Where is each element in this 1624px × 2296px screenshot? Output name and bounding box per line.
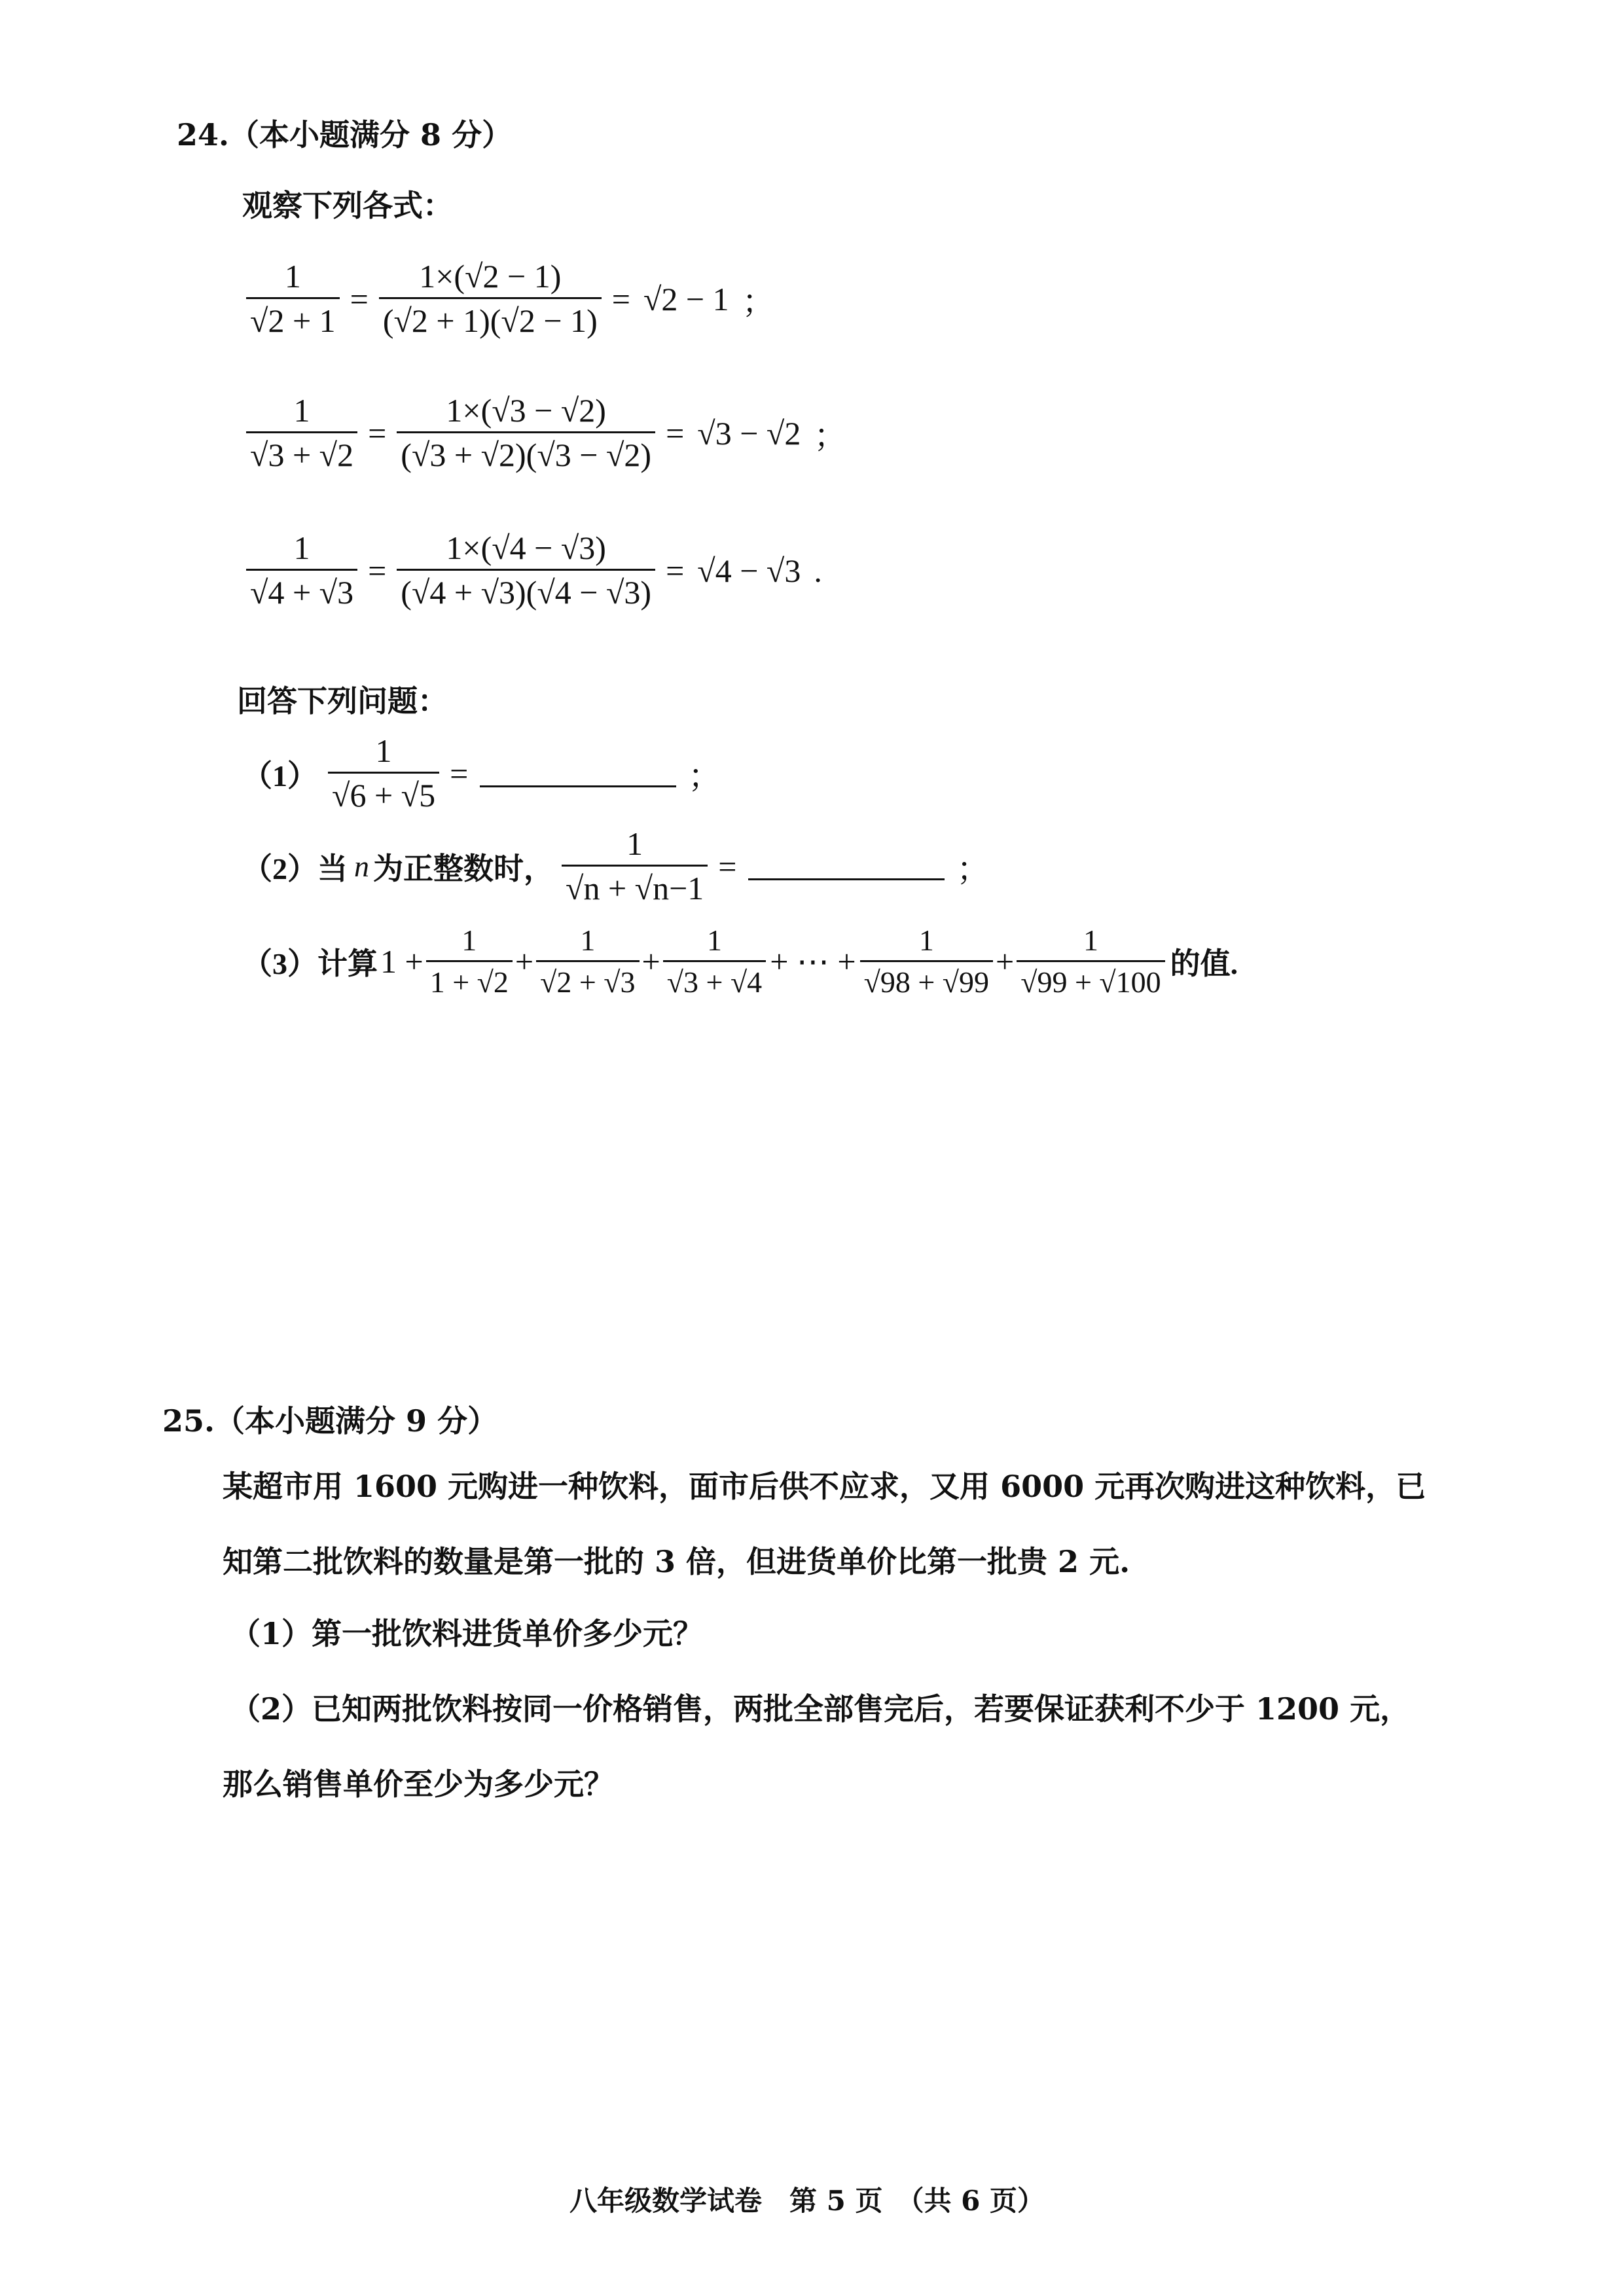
q24-part-2 [242, 826, 996, 906]
sum-term-fraction [860, 924, 993, 999]
fraction-numerator: 1×(√4 − √3) [446, 529, 606, 566]
equals-sign: = [666, 414, 685, 452]
q24-part-1 [242, 733, 727, 814]
sum-term-fraction [1017, 924, 1164, 999]
example-2-mid-fraction [397, 393, 655, 473]
example-1-mid-fraction [379, 259, 602, 339]
q24-part-3 [242, 924, 1244, 999]
fraction-numerator: 1 [706, 924, 722, 957]
part-3-ending: 的值. [1170, 947, 1238, 981]
equals-sign: = [450, 755, 469, 792]
fraction-denominator: (√2 + 1)(√2 − 1) [379, 297, 602, 339]
plus-sign: + [514, 943, 534, 980]
equals-sign: = [368, 552, 387, 589]
punctuation: . [814, 552, 822, 589]
q25-subquestion-1: （1）第一批饮料进货单价多少元？ [230, 1616, 704, 1651]
part-label: （1） [242, 759, 317, 793]
example-1-lhs-fraction [246, 259, 340, 339]
equals-sign: = [666, 552, 685, 589]
q25-subquestion-2-line-2: 那么销售单价至少为多少元？ [223, 1767, 614, 1802]
part-2-fraction [562, 826, 708, 906]
answer-blank-1[interactable] [480, 759, 676, 787]
fraction-numerator: 1 [1083, 924, 1098, 957]
punctuation: ； [814, 417, 847, 454]
fraction-denominator: √2 + 1 [246, 297, 340, 339]
fraction-numerator: 1 [580, 924, 596, 957]
q25-title: 25.（本小题满分 9 分） [162, 1403, 498, 1439]
condition-text: 为正整数时， [373, 852, 554, 886]
example-2-lhs-fraction [246, 393, 357, 473]
fraction-numerator: 1×(√3 − √2) [446, 392, 606, 429]
fraction-numerator: 1×(√2 − 1) [419, 258, 562, 295]
example-1-result: √2 − 1 [643, 280, 729, 317]
example-3-result: √4 − √3 [697, 552, 801, 589]
fraction-denominator: 1 + √2 [426, 960, 513, 999]
fraction-numerator: 1 [293, 529, 310, 566]
equals-sign: = [718, 848, 737, 885]
equals-sign: = [350, 280, 369, 317]
fraction-numerator: 1 [284, 258, 301, 295]
page-footer: 八年级数学试卷 第 5 页 （共 6 页） [569, 2185, 1045, 2217]
q24-title: 24.（本小题满分 8 分） [177, 117, 513, 152]
part-label: （3）计算 [242, 947, 378, 981]
q24-answer-prompt: 回答下列问题： [237, 683, 448, 719]
part-1-fraction [328, 733, 439, 814]
example-3-lhs-fraction [246, 530, 357, 611]
answer-blank-2[interactable] [748, 852, 945, 880]
fraction-numerator: 1 [293, 392, 310, 429]
fraction-numerator: 1 [918, 924, 934, 957]
fraction-denominator: √n + √n−1 [562, 865, 708, 906]
fraction-denominator: (√3 + √2)(√3 − √2) [397, 431, 655, 473]
fraction-denominator: √4 + √3 [246, 569, 357, 611]
equals-sign: = [611, 280, 630, 317]
sum-term-fraction [426, 924, 513, 999]
fraction-denominator: √2 + √3 [536, 960, 639, 999]
punctuation: ； [688, 757, 721, 795]
punctuation: ； [956, 850, 990, 888]
q24-example-2 [242, 393, 853, 473]
fraction-denominator: √6 + √5 [328, 772, 439, 814]
fraction-numerator: 1 [375, 732, 392, 769]
sum-term-fraction [663, 924, 766, 999]
plus-sign: + [641, 943, 660, 980]
punctuation: ； [742, 283, 775, 320]
example-2-result: √3 − √2 [697, 414, 801, 452]
equals-sign: = [368, 414, 387, 452]
fraction-denominator: (√4 + √3)(√4 − √3) [397, 569, 655, 611]
q24-example-3 [242, 530, 829, 611]
plus-sign: + [996, 943, 1015, 980]
fraction-denominator: √3 + √4 [663, 960, 766, 999]
part-label: （2）当 [242, 852, 348, 886]
fraction-denominator: √3 + √2 [246, 431, 357, 473]
fraction-numerator: 1 [461, 924, 477, 957]
lead-term: 1 + [380, 943, 424, 980]
ellipsis: + ⋯ + [770, 943, 856, 980]
q24-intro: 观察下列各式： [242, 188, 453, 223]
q25-line-1: 某超市用 1600 元购进一种饮料，面市后供不应求，又用 6000 元再次购进这种饮料，已 [223, 1469, 1426, 1504]
q25-subquestion-2-line-1: （2）已知两批饮料按同一价格销售，两批全部售完后，若要保证获利不少于 1200 元， [230, 1691, 1411, 1727]
q24-example-1 [242, 259, 782, 339]
fraction-denominator: √98 + √99 [860, 960, 993, 999]
fraction-numerator: 1 [626, 825, 643, 862]
q25-line-2: 知第二批饮料的数量是第一批的 3 倍，但进货单价比第一批贵 2 元. [223, 1544, 1130, 1579]
example-3-mid-fraction [397, 530, 655, 611]
sum-term-fraction [536, 924, 639, 999]
fraction-denominator: √99 + √100 [1017, 960, 1164, 999]
variable-n: n [354, 850, 369, 883]
